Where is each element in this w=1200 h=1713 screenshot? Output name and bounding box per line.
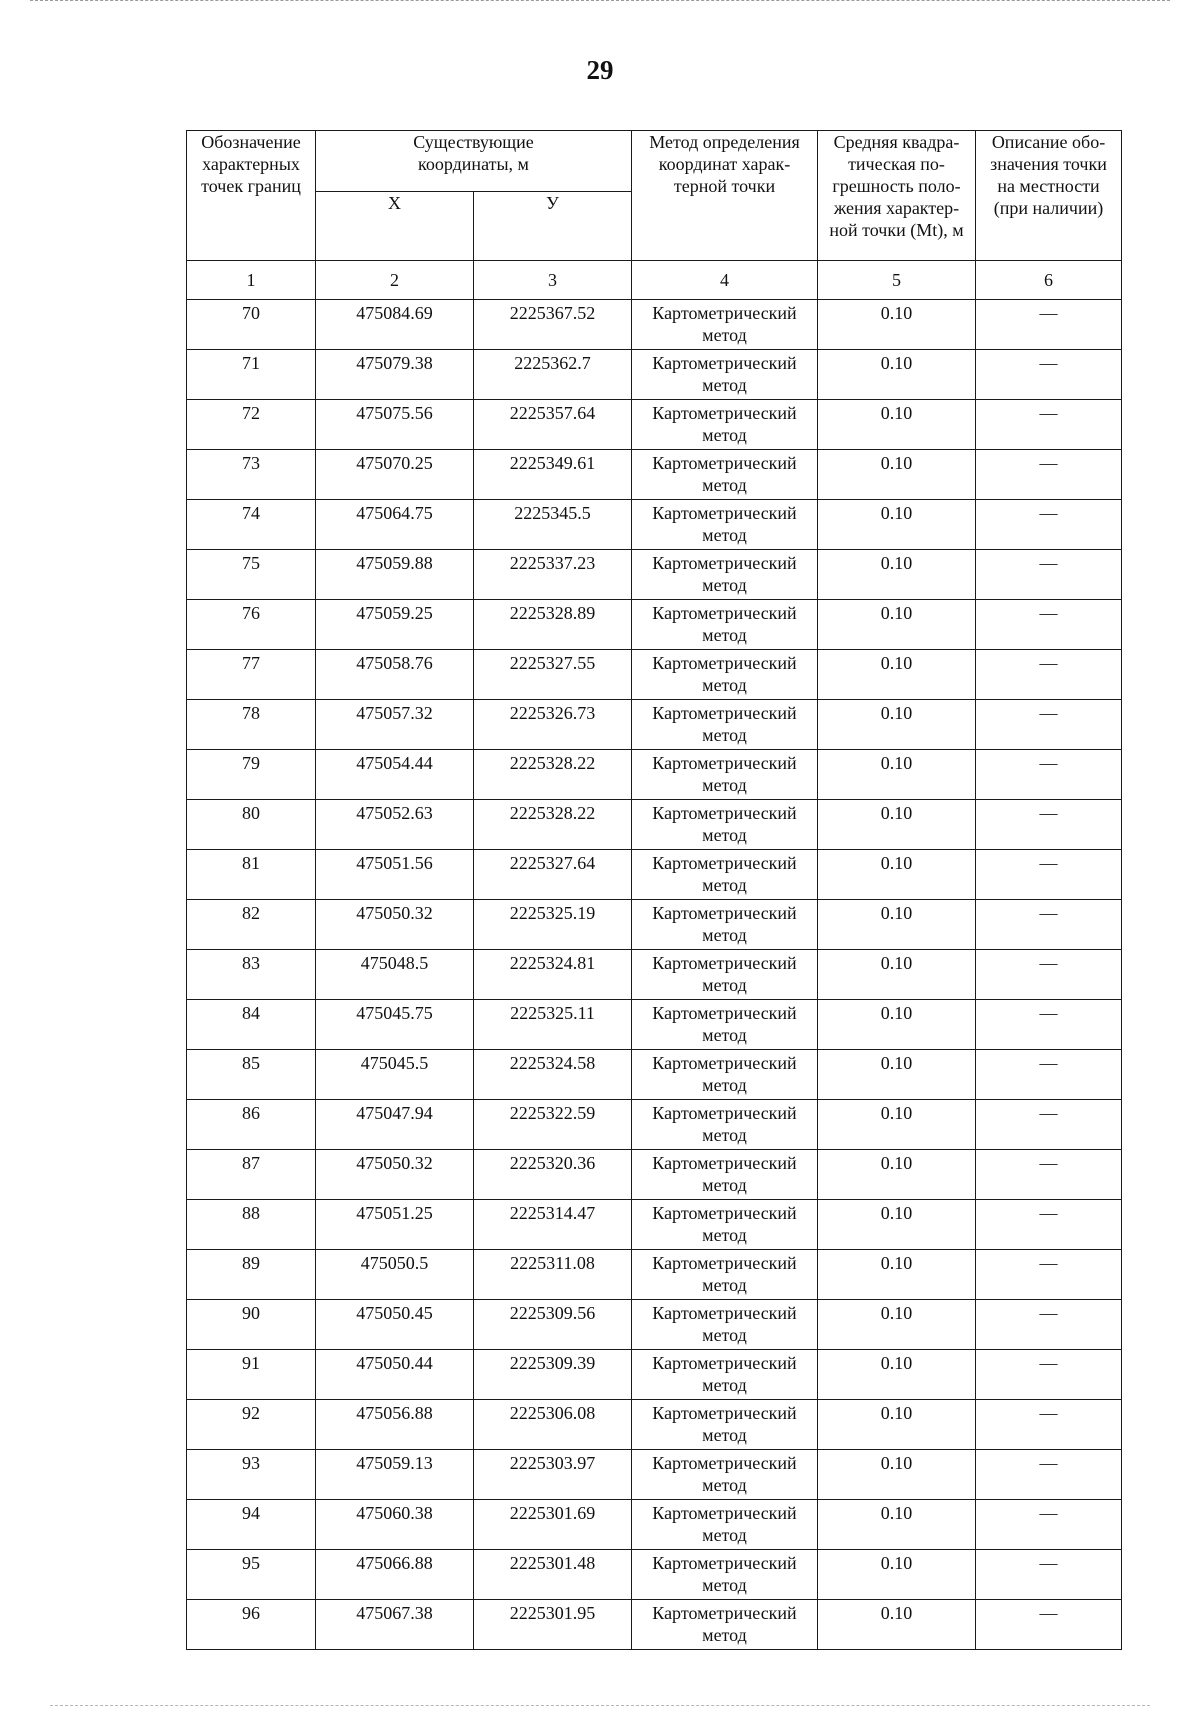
header-mean-square-error-line: жения характер- [833,198,960,218]
x-coordinate-cell: 475050.44 [316,1350,474,1400]
column-number: 2 [316,261,474,300]
mt-cell: 0.10 [818,1050,976,1100]
method-line: Картометрический [652,1053,797,1073]
table-row [187,1600,1122,1650]
header-y: У [474,192,632,261]
table-row [187,1050,1122,1100]
page-number: 29 [586,55,614,85]
y-coordinate-cell: 2225349.61 [474,450,632,500]
y-coordinate-cell: 2225314.47 [474,1200,632,1250]
x-coordinate-cell: 475047.94 [316,1100,474,1150]
y-coordinate-cell: 2225301.95 [474,1600,632,1650]
x-coordinate-cell: 475059.13 [316,1450,474,1500]
header-mean-square-error [818,131,976,261]
table-row [187,1500,1122,1550]
y-coordinate-cell: 2225324.81 [474,950,632,1000]
x-coordinate-cell: 475059.88 [316,550,474,600]
x-coordinate-cell: 475051.56 [316,850,474,900]
table-row [187,750,1122,800]
x-coordinate-cell: 475059.25 [316,600,474,650]
point-cell: 96 [187,1600,316,1650]
mt-cell: 0.10 [818,600,976,650]
table-row [187,1250,1122,1300]
method-line: Картометрический [652,1103,797,1123]
description-cell: — [976,1600,1122,1650]
header-description-line: на местности [997,176,1100,196]
x-coordinate-cell: 475064.75 [316,500,474,550]
column-number: 1 [187,261,316,300]
header-description-line: Описание обо- [991,132,1106,152]
y-coordinate-cell: 2225328.89 [474,600,632,650]
header-description-line: значения точки [990,154,1107,174]
method-cell [632,1000,818,1050]
scan-bottom-rule [50,1705,1150,1707]
method-line: метод [702,1475,747,1495]
description-cell: — [976,1100,1122,1150]
method-cell [632,1400,818,1450]
table-body [187,300,1122,1650]
method-cell [632,1100,818,1150]
description-cell: — [976,1400,1122,1450]
method-line: метод [702,525,747,545]
method-line: Картометрический [652,753,797,773]
y-coordinate-cell: 2225357.64 [474,400,632,450]
method-line: метод [702,425,747,445]
method-line: метод [702,1275,747,1295]
method-line: Картометрический [652,803,797,823]
y-coordinate-cell: 2225301.69 [474,1500,632,1550]
point-cell: 70 [187,300,316,350]
mt-cell: 0.10 [818,1100,976,1150]
mt-cell: 0.10 [818,1500,976,1550]
table-row [187,1150,1122,1200]
point-cell: 91 [187,1350,316,1400]
point-cell: 92 [187,1400,316,1450]
column-number: 3 [474,261,632,300]
mt-cell: 0.10 [818,550,976,600]
method-cell [632,600,818,650]
method-line: метод [702,1225,747,1245]
x-coordinate-cell: 475070.25 [316,450,474,500]
point-cell: 81 [187,850,316,900]
method-line: метод [702,675,747,695]
table-row [187,1550,1122,1600]
description-cell: — [976,500,1122,550]
header-point-designation-line: Обозначение [201,132,301,152]
x-coordinate-cell: 475066.88 [316,1550,474,1600]
table-row [187,700,1122,750]
point-cell: 74 [187,500,316,550]
method-cell [632,1500,818,1550]
method-line: метод [702,325,747,345]
method-line: метод [702,625,747,645]
mt-cell: 0.10 [818,750,976,800]
mt-cell: 0.10 [818,1400,976,1450]
point-cell: 76 [187,600,316,650]
y-coordinate-cell: 2225322.59 [474,1100,632,1150]
mt-cell: 0.10 [818,900,976,950]
description-cell: — [976,550,1122,600]
y-coordinate-cell: 2225325.19 [474,900,632,950]
point-cell: 95 [187,1550,316,1600]
method-cell [632,1300,818,1350]
description-cell: — [976,600,1122,650]
header-method [632,131,818,261]
x-coordinate-cell: 475057.32 [316,700,474,750]
method-line: Картометрический [652,353,797,373]
method-line: метод [702,725,747,745]
method-cell [632,750,818,800]
description-cell: — [976,950,1122,1000]
x-coordinate-cell: 475058.76 [316,650,474,700]
method-line: метод [702,825,747,845]
point-cell: 73 [187,450,316,500]
table-row [187,1450,1122,1500]
x-coordinate-cell: 475056.88 [316,1400,474,1450]
table-row [187,600,1122,650]
method-cell [632,450,818,500]
y-coordinate-cell: 2225328.22 [474,750,632,800]
method-line: метод [702,1075,747,1095]
x-coordinate-cell: 475067.38 [316,1600,474,1650]
mt-cell: 0.10 [818,1450,976,1500]
point-cell: 94 [187,1500,316,1550]
y-coordinate-cell: 2225325.11 [474,1000,632,1050]
point-cell: 93 [187,1450,316,1500]
method-line: Картометрический [652,553,797,573]
table-row [187,1300,1122,1350]
point-cell: 82 [187,900,316,950]
mt-cell: 0.10 [818,400,976,450]
mt-cell: 0.10 [818,1600,976,1650]
table-row [187,1000,1122,1050]
description-cell: — [976,300,1122,350]
method-line: метод [702,1525,747,1545]
y-coordinate-cell: 2225309.56 [474,1300,632,1350]
y-coordinate-cell: 2225326.73 [474,700,632,750]
description-cell: — [976,900,1122,950]
table-row [187,350,1122,400]
description-cell: — [976,1150,1122,1200]
mt-cell: 0.10 [818,1000,976,1050]
method-cell [632,1350,818,1400]
table-row [187,900,1122,950]
point-cell: 85 [187,1050,316,1100]
description-cell: — [976,1500,1122,1550]
point-cell: 83 [187,950,316,1000]
method-line: Картометрический [652,1403,797,1423]
header-existing-coordinates-line: Существующие [413,132,534,152]
y-coordinate-cell: 2225328.22 [474,800,632,850]
y-coordinate-cell: 2225320.36 [474,1150,632,1200]
mt-cell: 0.10 [818,1150,976,1200]
header-mean-square-error-line: Средняя квадра- [833,132,960,152]
method-line: Картометрический [652,1203,797,1223]
y-coordinate-cell: 2225301.48 [474,1550,632,1600]
description-cell: — [976,350,1122,400]
header-existing-coordinates [316,131,632,192]
method-cell [632,350,818,400]
mt-cell: 0.10 [818,800,976,850]
x-coordinate-cell: 475050.32 [316,1150,474,1200]
point-cell: 80 [187,800,316,850]
method-line: метод [702,975,747,995]
method-line: метод [702,1375,747,1395]
description-cell: — [976,800,1122,850]
method-cell [632,650,818,700]
point-cell: 86 [187,1100,316,1150]
table-row [187,500,1122,550]
description-cell: — [976,1050,1122,1100]
header-point-designation [187,131,316,261]
method-cell [632,1050,818,1100]
x-coordinate-cell: 475050.45 [316,1300,474,1350]
description-cell: — [976,450,1122,500]
method-line: Картометрический [652,1153,797,1173]
x-coordinate-cell: 475052.63 [316,800,474,850]
method-line: метод [702,1125,747,1145]
method-line: Картометрический [652,903,797,923]
header-description [976,131,1122,261]
table-row [187,850,1122,900]
table-row [187,1100,1122,1150]
x-coordinate-cell: 475050.5 [316,1250,474,1300]
method-line: метод [702,875,747,895]
mt-cell: 0.10 [818,350,976,400]
point-cell: 79 [187,750,316,800]
method-cell [632,1450,818,1500]
header-method-line: координат харак- [658,154,791,174]
description-cell: — [976,1200,1122,1250]
method-cell [632,700,818,750]
method-line: Картометрический [652,603,797,623]
column-numbers-row [187,261,1122,300]
x-coordinate-cell: 475048.5 [316,950,474,1000]
method-line: Картометрический [652,453,797,473]
y-coordinate-cell: 2225362.7 [474,350,632,400]
method-cell [632,400,818,450]
description-cell: — [976,850,1122,900]
x-coordinate-cell: 475045.75 [316,1000,474,1050]
description-cell: — [976,1250,1122,1300]
y-coordinate-cell: 2225311.08 [474,1250,632,1300]
method-line: метод [702,1425,747,1445]
method-line: Картометрический [652,1303,797,1323]
y-coordinate-cell: 2225303.97 [474,1450,632,1500]
method-cell [632,1550,818,1600]
method-line: Картометрический [652,1553,797,1573]
description-cell: — [976,1300,1122,1350]
method-line: метод [702,1175,747,1195]
method-line: метод [702,1625,747,1645]
method-cell [632,550,818,600]
scan-top-rule [30,0,1170,2]
table-row [187,400,1122,450]
method-line: Картометрический [652,953,797,973]
table-row [187,1350,1122,1400]
method-line: метод [702,375,747,395]
header-x: X [316,192,474,261]
method-line: метод [702,1325,747,1345]
x-coordinate-cell: 475079.38 [316,350,474,400]
mt-cell: 0.10 [818,500,976,550]
boundary-points-table [186,130,1122,1650]
point-cell: 90 [187,1300,316,1350]
y-coordinate-cell: 2225337.23 [474,550,632,600]
method-line: метод [702,925,747,945]
method-cell [632,900,818,950]
y-coordinate-cell: 2225327.55 [474,650,632,700]
mt-cell: 0.10 [818,450,976,500]
method-line: метод [702,475,747,495]
x-coordinate-cell: 475060.38 [316,1500,474,1550]
table-row [187,1400,1122,1450]
point-cell: 78 [187,700,316,750]
method-cell [632,1600,818,1650]
x-coordinate-cell: 475050.32 [316,900,474,950]
mt-cell: 0.10 [818,1250,976,1300]
method-cell [632,850,818,900]
column-number: 5 [818,261,976,300]
point-cell: 72 [187,400,316,450]
description-cell: — [976,400,1122,450]
point-cell: 89 [187,1250,316,1300]
column-number: 6 [976,261,1122,300]
point-cell: 75 [187,550,316,600]
method-cell [632,1150,818,1200]
method-line: метод [702,1025,747,1045]
y-coordinate-cell: 2225324.58 [474,1050,632,1100]
method-cell [632,800,818,850]
point-cell: 77 [187,650,316,700]
header-point-designation-line: характерных [202,154,300,174]
x-coordinate-cell: 475075.56 [316,400,474,450]
description-cell: — [976,1450,1122,1500]
description-cell: — [976,1550,1122,1600]
table-row [187,950,1122,1000]
point-cell: 71 [187,350,316,400]
method-line: метод [702,1575,747,1595]
method-line: Картометрический [652,853,797,873]
method-line: Картометрический [652,1253,797,1273]
header-method-line: Метод определения [649,132,800,152]
mt-cell: 0.10 [818,1350,976,1400]
method-cell [632,950,818,1000]
table-row [187,450,1122,500]
method-cell [632,300,818,350]
point-cell: 88 [187,1200,316,1250]
y-coordinate-cell: 2225306.08 [474,1400,632,1450]
description-cell: — [976,700,1122,750]
table-row [187,550,1122,600]
y-coordinate-cell: 2225345.5 [474,500,632,550]
y-coordinate-cell: 2225309.39 [474,1350,632,1400]
method-line: Картометрический [652,303,797,323]
y-coordinate-cell: 2225367.52 [474,300,632,350]
method-cell [632,1250,818,1300]
mt-cell: 0.10 [818,1550,976,1600]
method-cell [632,1200,818,1250]
table-row [187,650,1122,700]
mt-cell: 0.10 [818,1200,976,1250]
point-cell: 84 [187,1000,316,1050]
table-header [187,131,1122,300]
x-coordinate-cell: 475084.69 [316,300,474,350]
mt-cell: 0.10 [818,850,976,900]
mt-cell: 0.10 [818,700,976,750]
method-cell [632,500,818,550]
header-mean-square-error-line: тическая по- [848,154,945,174]
method-line: Картометрический [652,1453,797,1473]
method-line: Картометрический [652,1003,797,1023]
method-line: метод [702,575,747,595]
table-row [187,1200,1122,1250]
y-coordinate-cell: 2225327.64 [474,850,632,900]
table-row [187,300,1122,350]
header-point-designation-line: точек границ [201,176,301,196]
mt-cell: 0.10 [818,950,976,1000]
header-existing-coordinates-line: координаты, м [418,154,529,174]
description-cell: — [976,1000,1122,1050]
header-method-line: терной точки [673,176,776,196]
x-coordinate-cell: 475054.44 [316,750,474,800]
mt-cell: 0.10 [818,650,976,700]
description-cell: — [976,650,1122,700]
header-mean-square-error-line: ной точки (Mt), м [829,220,964,240]
method-line: Картометрический [652,403,797,423]
table-row [187,800,1122,850]
method-line: Картометрический [652,1503,797,1523]
x-coordinate-cell: 475051.25 [316,1200,474,1250]
method-line: Картометрический [652,653,797,673]
mt-cell: 0.10 [818,300,976,350]
description-cell: — [976,1350,1122,1400]
description-cell: — [976,750,1122,800]
mt-cell: 0.10 [818,1300,976,1350]
method-line: Картометрический [652,503,797,523]
method-line: метод [702,775,747,795]
column-number: 4 [632,261,818,300]
header-description-line: (при наличии) [993,198,1104,218]
point-cell: 87 [187,1150,316,1200]
header-mean-square-error-line: грешность поло- [832,176,961,196]
method-line: Картометрический [652,703,797,723]
x-coordinate-cell: 475045.5 [316,1050,474,1100]
method-line: Картометрический [652,1603,797,1623]
method-line: Картометрический [652,1353,797,1373]
